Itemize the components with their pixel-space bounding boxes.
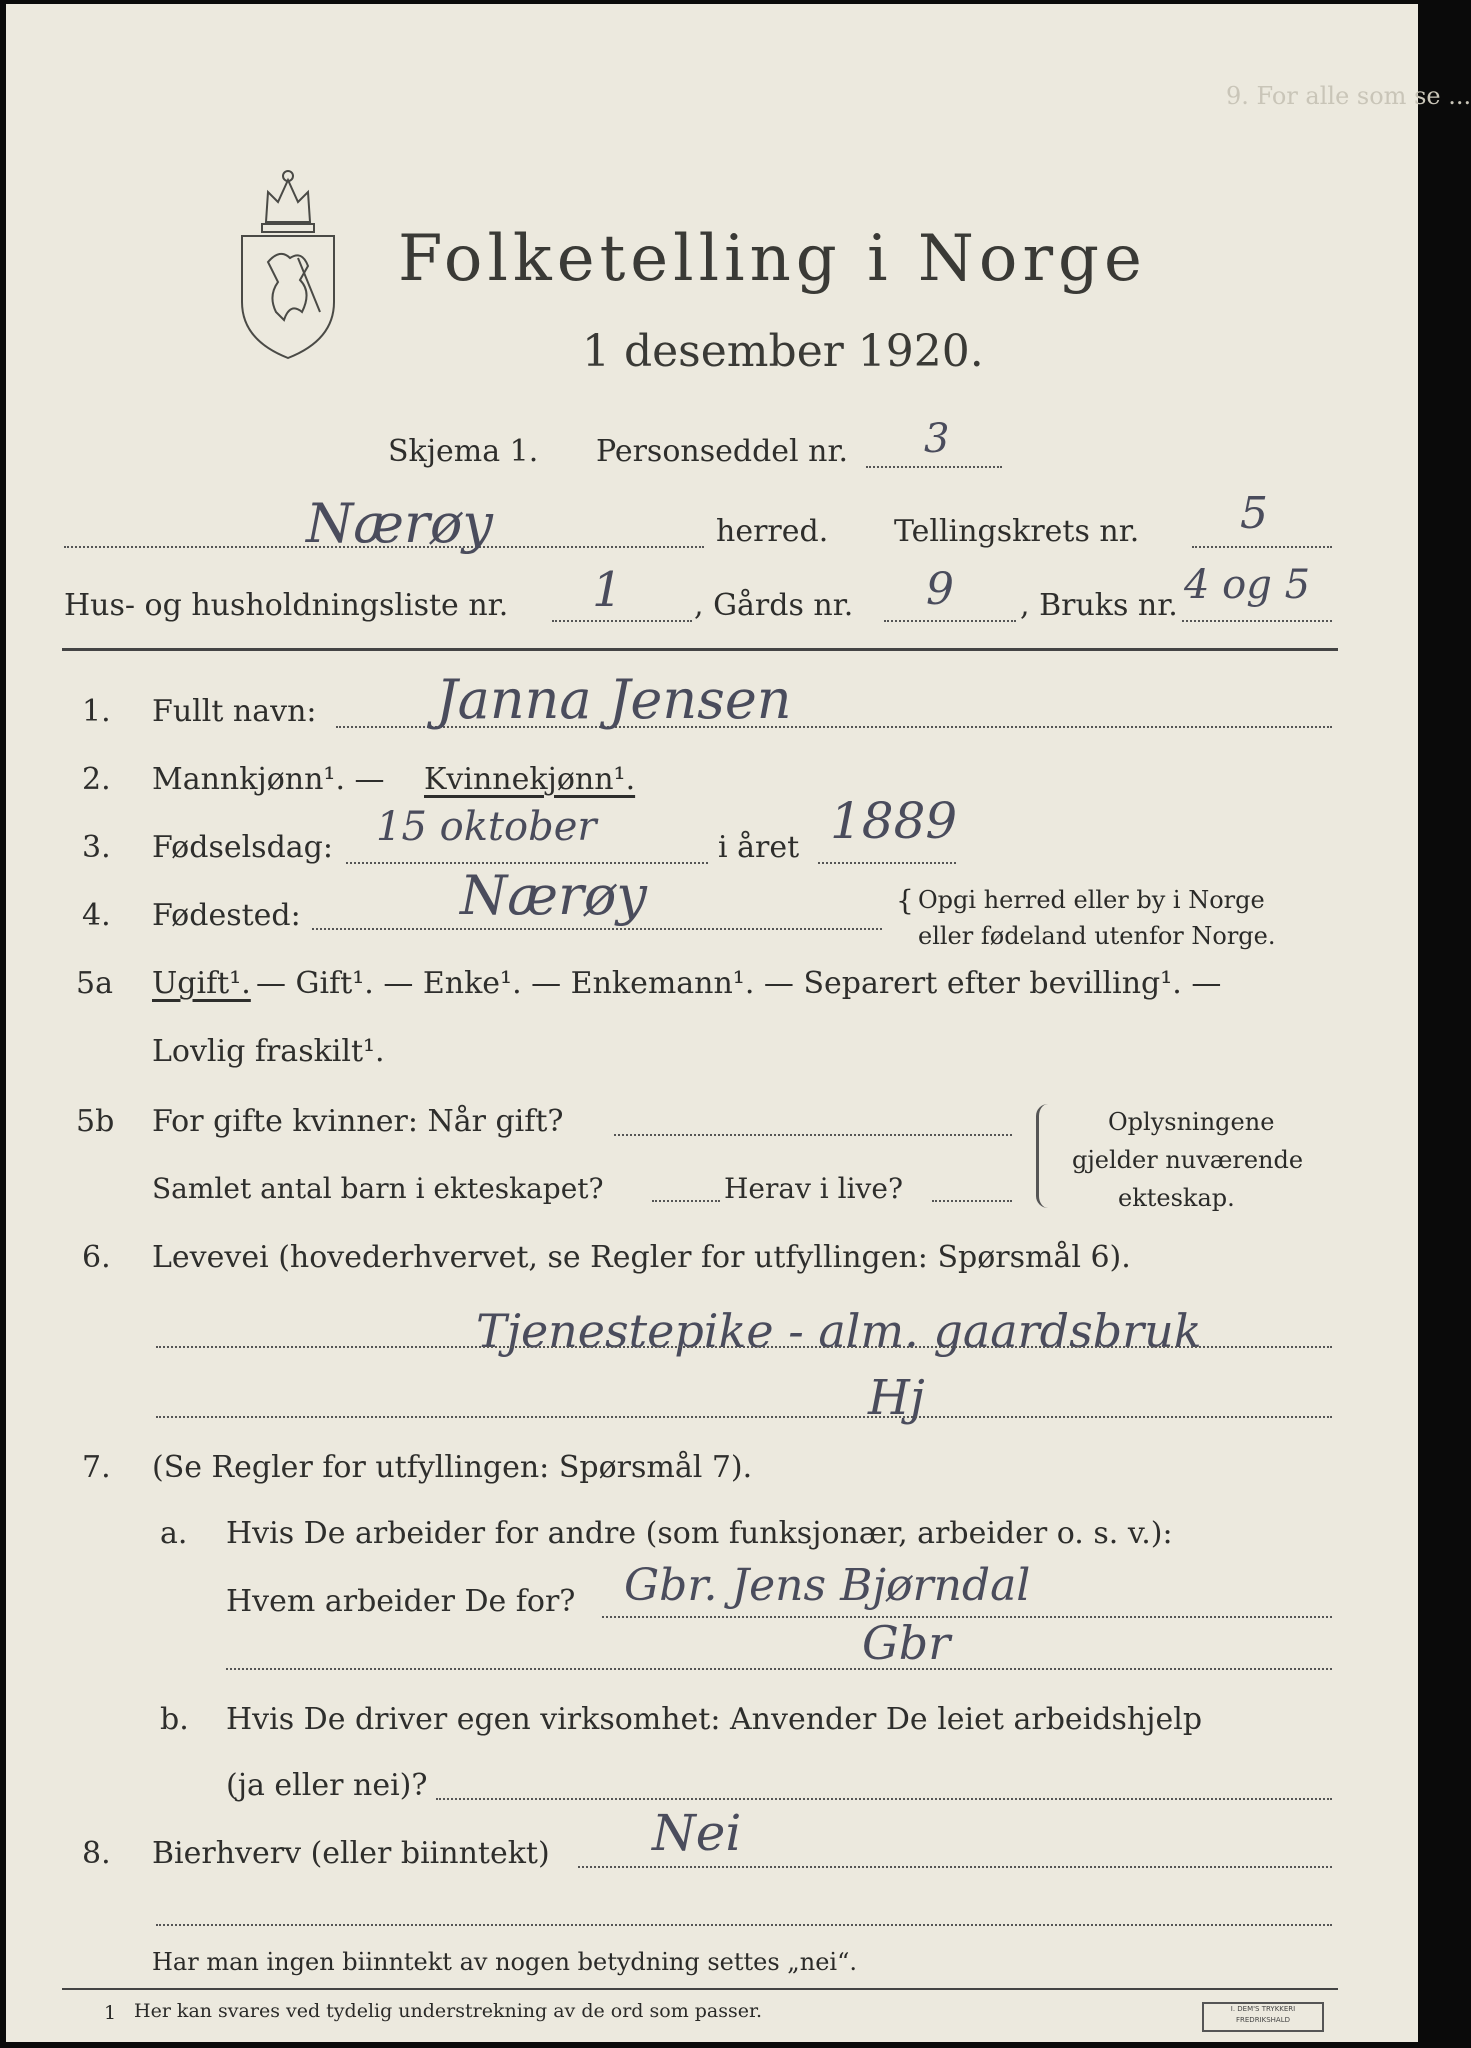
q7a-question: Hvem arbeider De for? xyxy=(226,1584,576,1619)
footer-divider xyxy=(62,1988,1338,1990)
personseddel-label: Personseddel nr. xyxy=(596,434,849,469)
q5b-line1 xyxy=(614,1134,1012,1136)
q2-female: Kvinnekjønn¹. xyxy=(424,762,636,797)
bruks-value: 4 og 5 xyxy=(1184,562,1311,608)
q5b-line2 xyxy=(652,1200,720,1202)
tellingskrets-line xyxy=(1192,546,1332,548)
q4-note1: Opgi herred eller by i Norge xyxy=(918,886,1265,914)
q5a-line2: Lovlig fraskilt¹. xyxy=(152,1034,385,1069)
form-date: 1 desember 1920. xyxy=(582,326,984,377)
q4-line xyxy=(312,928,882,930)
q5a-number: 5a xyxy=(76,966,113,1001)
personseddel-value: 3 xyxy=(924,416,950,462)
q1-label: Fullt navn: xyxy=(152,694,317,729)
q5b-label2: Samlet antal barn i ekteskapet? xyxy=(152,1172,604,1205)
q5b-bracket xyxy=(1036,1104,1051,1208)
hus-value: 1 xyxy=(592,562,623,618)
q8-label: Bierhverv (eller biinntekt) xyxy=(152,1836,550,1871)
hus-label: Hus- og husholdningsliste nr. xyxy=(64,588,509,623)
q7b-line xyxy=(436,1798,1332,1800)
printer-stamp xyxy=(1202,2002,1324,2032)
q7a-text: Hvis De arbeider for andre (som funksjonær, arbeider o. s. v.): xyxy=(226,1516,1173,1551)
q2-number: 2. xyxy=(82,762,111,797)
q8-line2 xyxy=(156,1924,1332,1926)
q6-value: Tjenestepike - alm. gaardsbruk xyxy=(476,1304,1202,1358)
tellingskrets-label: Tellingskrets nr. xyxy=(894,514,1140,549)
q3-year-label: i året xyxy=(718,830,800,865)
gards-value: 9 xyxy=(926,564,954,615)
q8-line1 xyxy=(578,1866,1332,1868)
bruks-line xyxy=(1182,620,1332,622)
q7b-text: Hvis De driver egen virksomhet: Anvender De leiet arbeidshjelp xyxy=(226,1702,1203,1737)
q6-code: Hj xyxy=(868,1370,925,1426)
q8-value: Nei xyxy=(652,1804,742,1862)
footer-note: Har man ingen biinntekt av nogen betydning settes „nei“. xyxy=(152,1948,857,1976)
q3-year-value: 1889 xyxy=(830,792,958,850)
footnote-text: Her kan svares ved tydelig understrekning av de ord som passer. xyxy=(134,2000,763,2022)
bleed-through-text: 9. For alle som se ... xyxy=(1226,82,1471,110)
census-form-page xyxy=(6,4,1471,2042)
q5b-note3: ekteskap. xyxy=(1118,1184,1235,1212)
q7a-letter: a. xyxy=(160,1516,188,1551)
personseddel-line xyxy=(866,466,1002,468)
header-divider xyxy=(62,648,1338,651)
q7a-value: Gbr. Jens Bjørndal xyxy=(624,1560,1031,1611)
q5a-ugift: Ugift¹. xyxy=(152,966,251,1001)
q4-value: Nærøy xyxy=(460,864,647,927)
q6-label: Levevei (hovederhvervet, se Regler for utfyllingen: Spørsmål 6). xyxy=(152,1240,1131,1275)
q4-number: 4. xyxy=(82,898,111,933)
q7a-line2 xyxy=(226,1668,1332,1670)
q5b-line3 xyxy=(932,1200,1012,1202)
q6-number: 6. xyxy=(82,1240,111,1275)
q1-value: Janna Jensen xyxy=(436,668,792,731)
printer-stamp-line1: I. DEM'S TRYKKERI xyxy=(1230,2005,1296,2013)
q5b-number: 5b xyxy=(76,1104,115,1139)
skjema-label: Skjema 1. xyxy=(388,434,539,469)
q3-number: 3. xyxy=(82,830,111,865)
tellingskrets-value: 5 xyxy=(1240,488,1268,539)
q7-label: (Se Regler for utfyllingen: Spørsmål 7). xyxy=(152,1450,753,1485)
herred-label: herred. xyxy=(716,514,829,549)
footnote-number: 1 xyxy=(104,2002,117,2024)
q3-value: 15 oktober xyxy=(376,804,597,850)
q3-year-line xyxy=(818,862,956,864)
q2-male: Mannkjønn¹. — xyxy=(152,762,385,797)
q7-number: 7. xyxy=(82,1450,111,1485)
herred-value: Nærøy xyxy=(306,492,493,555)
q5b-label1: For gifte kvinner: Når gift? xyxy=(152,1104,564,1139)
q5b-note2: gjelder nuværende xyxy=(1072,1146,1304,1174)
q4-brace-top: { xyxy=(896,884,914,917)
hus-line xyxy=(552,620,692,622)
q7a-line1 xyxy=(602,1616,1332,1618)
q4-note2: eller fødeland utenfor Norge. xyxy=(918,922,1276,950)
q3-label: Fødselsdag: xyxy=(152,830,333,865)
q4-label: Fødested: xyxy=(152,898,301,933)
q7a-code: Gbr xyxy=(862,1616,951,1670)
q1-number: 1. xyxy=(82,694,111,729)
gards-label: , Gårds nr. xyxy=(694,588,854,623)
form-title: Folketelling i Norge xyxy=(398,222,1147,296)
gards-line xyxy=(884,620,1016,622)
coat-of-arms-icon xyxy=(228,162,348,362)
q5a-options: — Gift¹. — Enke¹. — Enkemann¹. — Separert efter bevilling¹. — xyxy=(256,966,1222,1001)
q5b-label3: Herav i live? xyxy=(724,1172,903,1205)
q7b-question: (ja eller nei)? xyxy=(226,1768,428,1803)
q6-line2 xyxy=(156,1416,1332,1418)
q5b-note1: Oplysningene xyxy=(1108,1108,1275,1136)
printer-stamp-line2: FREDRIKSHALD xyxy=(1235,2016,1290,2024)
q6-line1 xyxy=(156,1346,1332,1348)
q8-number: 8. xyxy=(82,1836,111,1871)
bruks-label: , Bruks nr. xyxy=(1020,588,1178,623)
q7b-letter: b. xyxy=(160,1702,189,1737)
